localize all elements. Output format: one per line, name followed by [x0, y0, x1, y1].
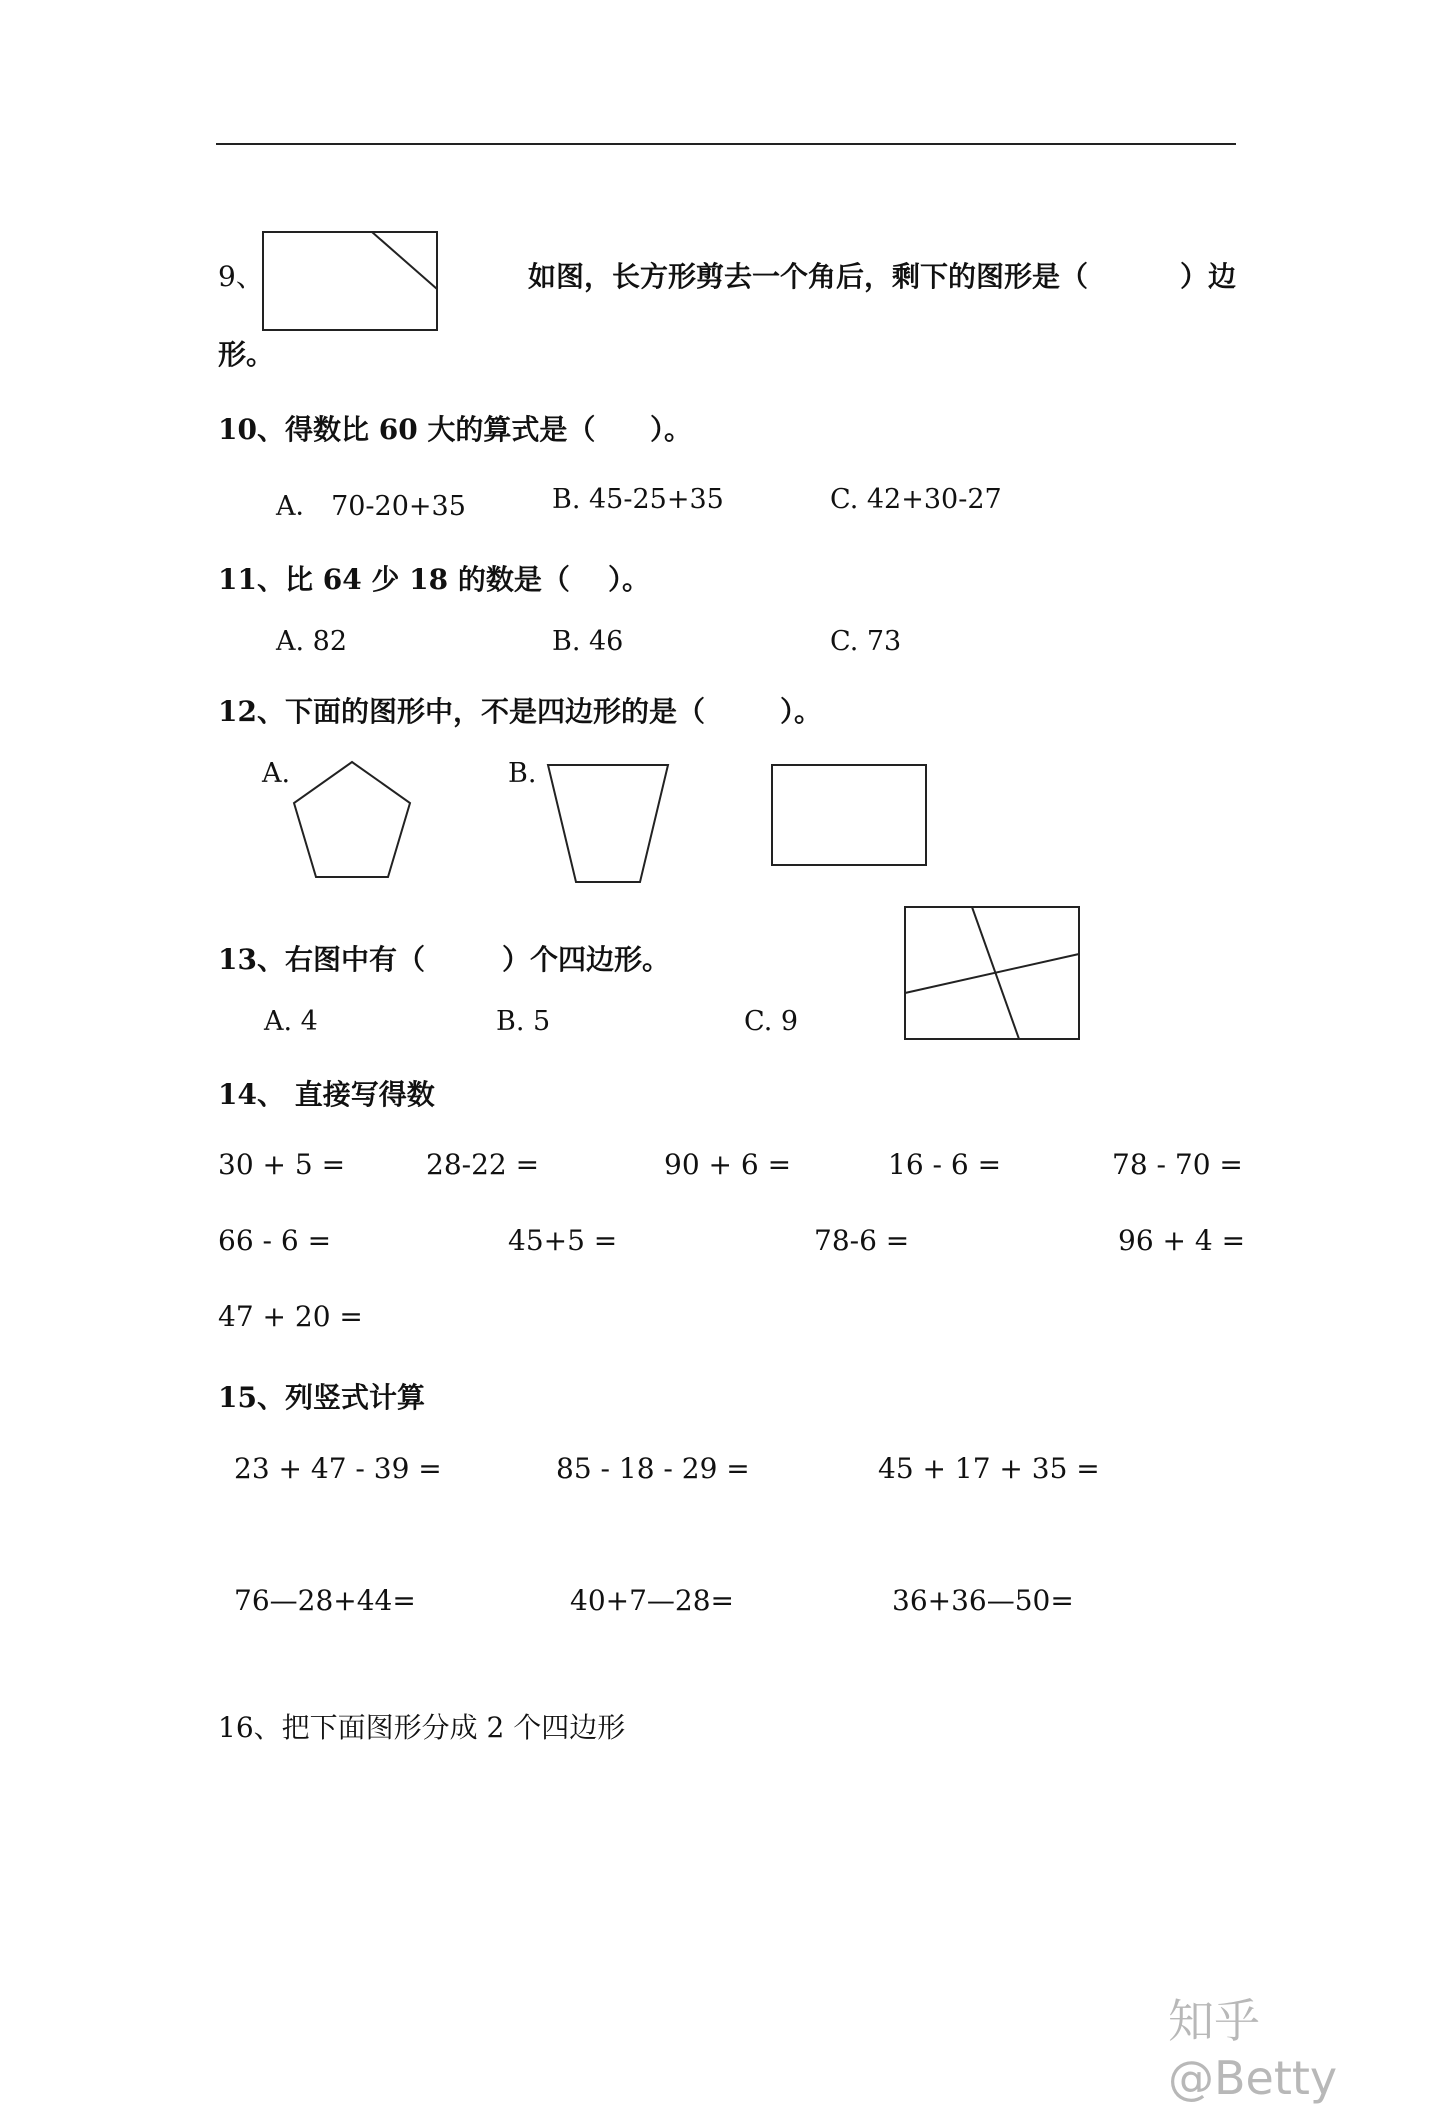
q9-number: 9、 — [218, 260, 264, 293]
q15-eq-4: 76—28+44= — [234, 1584, 416, 1617]
q15-eq-5: 40+7—28= — [570, 1584, 734, 1617]
q9-text: 如图，长方形剪去一个角后，剩下的图形是（ — [528, 260, 1089, 293]
q14-eq-1: 30 + 5 = — [218, 1148, 346, 1181]
q10-text: 10、得数比 60 大的算式是（ — [218, 413, 596, 446]
q13-text: 13、右图中有（ — [218, 943, 425, 976]
watermark: 知乎 @Betty — [1168, 1994, 1338, 2105]
q12-label-a: A. — [262, 758, 291, 789]
q14-eq-3: 90 + 6 = — [664, 1148, 792, 1181]
q11-text: 11、比 64 少 18 的数是（ — [218, 563, 570, 596]
q12-close: ）。 — [780, 695, 823, 728]
q10-option-b: B. 45-25+35 — [552, 484, 724, 515]
q13-option-b: B. 5 — [496, 1006, 551, 1037]
q11-close: ）。 — [608, 563, 651, 596]
q15-eq-3: 45 + 17 + 35 = — [878, 1452, 1100, 1485]
q13-option-a: A. 4 — [264, 1006, 318, 1037]
q15-eq-6: 36+36—50= — [892, 1584, 1074, 1617]
q14-eq-4: 16 - 6 = — [888, 1148, 1002, 1181]
q11-option-b: B. 46 — [552, 626, 624, 657]
q9-wrap: 形。 — [218, 338, 275, 371]
q13-option-c: C. 9 — [744, 1006, 799, 1037]
q9-cut-rectangle-figure — [262, 231, 442, 333]
q14-eq-9: 96 + 4 = — [1118, 1224, 1246, 1257]
q13-close: ）个四边形。 — [502, 943, 671, 976]
q11-option-a: A. 82 — [276, 626, 348, 657]
q10-option-a: A． 70-20+35 — [276, 491, 466, 522]
q14-eq-6: 66 - 6 = — [218, 1224, 332, 1257]
q10-option-c: C. 42+30-27 — [830, 484, 1002, 515]
q14-eq-7: 45+5 = — [508, 1224, 618, 1257]
q13-divided-rectangle-figure — [904, 906, 1082, 1042]
q14-eq-10: 47 + 20 = — [218, 1300, 363, 1333]
q9-close: ）边 — [1180, 260, 1237, 293]
q12-label-b: B. — [508, 758, 537, 789]
q12-label-c: C. — [790, 758, 819, 789]
q14-eq-2: 28-22 = — [426, 1148, 540, 1181]
q15-title: 15、列竖式计算 — [218, 1381, 425, 1414]
q14-eq-8: 78-6 = — [814, 1224, 910, 1257]
header-rule — [216, 143, 1236, 145]
q10-close: ）。 — [650, 413, 693, 446]
q14-eq-5: 78 - 70 = — [1112, 1148, 1243, 1181]
q14-title: 14、 直接写得数 — [218, 1078, 435, 1111]
q12-rectangle-figure — [771, 764, 929, 868]
q12-pentagon-figure — [292, 760, 414, 880]
q11-option-c: C. 73 — [830, 626, 902, 657]
q15-eq-2: 85 - 18 - 29 = — [556, 1452, 750, 1485]
q16-text: 16、把下面图形分成 2 个四边形 — [218, 1711, 626, 1744]
q15-eq-1: 23 + 47 - 39 = — [234, 1452, 442, 1485]
q12-trapezoid-figure — [546, 763, 672, 885]
q12-text: 12、下面的图形中，不是四边形的是（ — [218, 695, 705, 728]
